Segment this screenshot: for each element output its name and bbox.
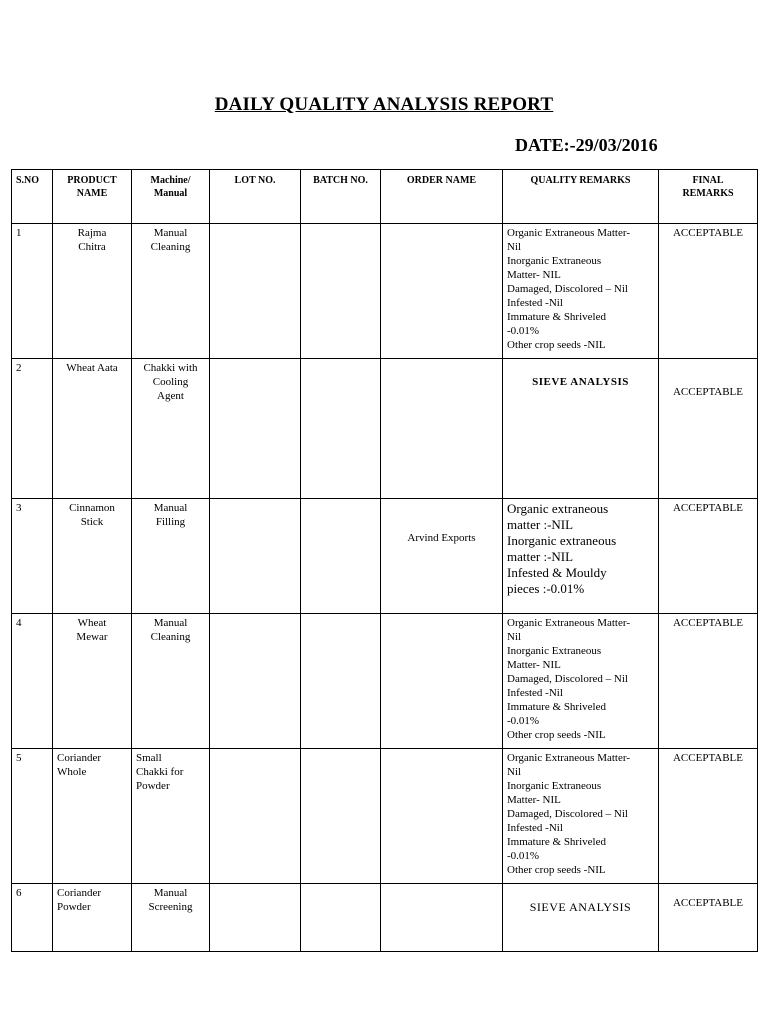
table-row [12, 749, 758, 884]
cell-product: Wheat Aata [53, 359, 132, 499]
cell-sno: 1 [12, 224, 53, 359]
table-row [12, 884, 758, 952]
cell-product: Wheat Mewar [53, 614, 132, 749]
header-machine: Machine/ Manual [132, 170, 210, 224]
cell-final: ACCEPTABLE [659, 749, 758, 884]
header-quality: QUALITY REMARKS [503, 170, 659, 224]
cell-quality: Organic Extraneous Matter- Nil Inorganic Extraneous Matter- NIL Damaged, Discolored – Nil Infested -Nil Immature & Shriveled -0.01% Other crop seeds -NIL [503, 749, 659, 884]
report-date: DATE:-29/03/2016 [515, 135, 658, 155]
cell-lot [210, 499, 301, 614]
cell-order: Arvind Exports [381, 499, 503, 614]
cell-lot [210, 884, 301, 952]
cell-machine: Manual Screening [132, 884, 210, 952]
cell-machine: Manual Cleaning [132, 224, 210, 359]
cell-product: Coriander Whole [53, 749, 132, 884]
table-row [12, 499, 758, 614]
cell-final: ACCEPTABLE [659, 884, 758, 952]
cell-quality: Organic extraneous matter :-NIL Inorganic extraneous matter :-NIL Infested & Mouldy pieces :-0.01% [503, 499, 659, 614]
cell-machine: Manual Filling [132, 499, 210, 614]
cell-lot [210, 224, 301, 359]
cell-lot [210, 614, 301, 749]
cell-batch [301, 884, 381, 952]
cell-order [381, 224, 503, 359]
cell-quality [503, 359, 659, 499]
table-row [12, 614, 758, 749]
cell-machine: Chakki with Cooling Agent [132, 359, 210, 499]
cell-final: ACCEPTABLE [659, 614, 758, 749]
cell-final: ACCEPTABLE [659, 499, 758, 614]
cell-sno: 2 [12, 359, 53, 499]
cell-final: ACCEPTABLE [659, 224, 758, 359]
cell-machine: Small Chakki for Powder [132, 749, 210, 884]
cell-batch [301, 614, 381, 749]
table-row [12, 359, 758, 499]
cell-batch [301, 359, 381, 499]
header-batch: BATCH NO. [301, 170, 381, 224]
cell-batch [301, 749, 381, 884]
cell-sno: 6 [12, 884, 53, 952]
header-sno: S.NO [12, 170, 53, 224]
cell-order [381, 884, 503, 952]
cell-quality [503, 884, 659, 952]
sieve-analysis-label: SIEVE ANALYSIS [532, 376, 629, 388]
cell-quality: Organic Extraneous Matter- Nil Inorganic Extraneous Matter- NIL Damaged, Discolored – Nil Infested -Nil Immature & Shriveled -0.01% Other crop seeds -NIL [503, 614, 659, 749]
header-order: ORDER NAME [381, 170, 503, 224]
table-row [12, 224, 758, 359]
cell-order [381, 614, 503, 749]
header-lot: LOT NO. [210, 170, 301, 224]
cell-batch [301, 224, 381, 359]
cell-order [381, 749, 503, 884]
cell-product: Rajma Chitra [53, 224, 132, 359]
cell-sno: 4 [12, 614, 53, 749]
sieve-analysis-label: SIEVE ANALYSIS [529, 900, 632, 914]
cell-machine: Manual Cleaning [132, 614, 210, 749]
cell-order [381, 359, 503, 499]
cell-lot [210, 359, 301, 499]
cell-lot [210, 749, 301, 884]
table-header-row [12, 170, 758, 224]
cell-sno: 5 [12, 749, 53, 884]
cell-product: Cinnamon Stick [53, 499, 132, 614]
report-title: DAILY QUALITY ANALYSIS REPORT [214, 94, 554, 115]
cell-product: Coriander Powder [53, 884, 132, 952]
header-final: FINAL REMARKS [659, 170, 758, 224]
cell-quality: Organic Extraneous Matter- Nil Inorganic Extraneous Matter- NIL Damaged, Discolored – Nil Infested -Nil Immature & Shriveled -0.01% Other crop seeds -NIL [503, 224, 659, 359]
header-product: PRODUCT NAME [53, 170, 132, 224]
quality-table [11, 169, 758, 952]
cell-sno: 3 [12, 499, 53, 614]
cell-final: ACCEPTABLE [659, 359, 758, 499]
cell-batch [301, 499, 381, 614]
